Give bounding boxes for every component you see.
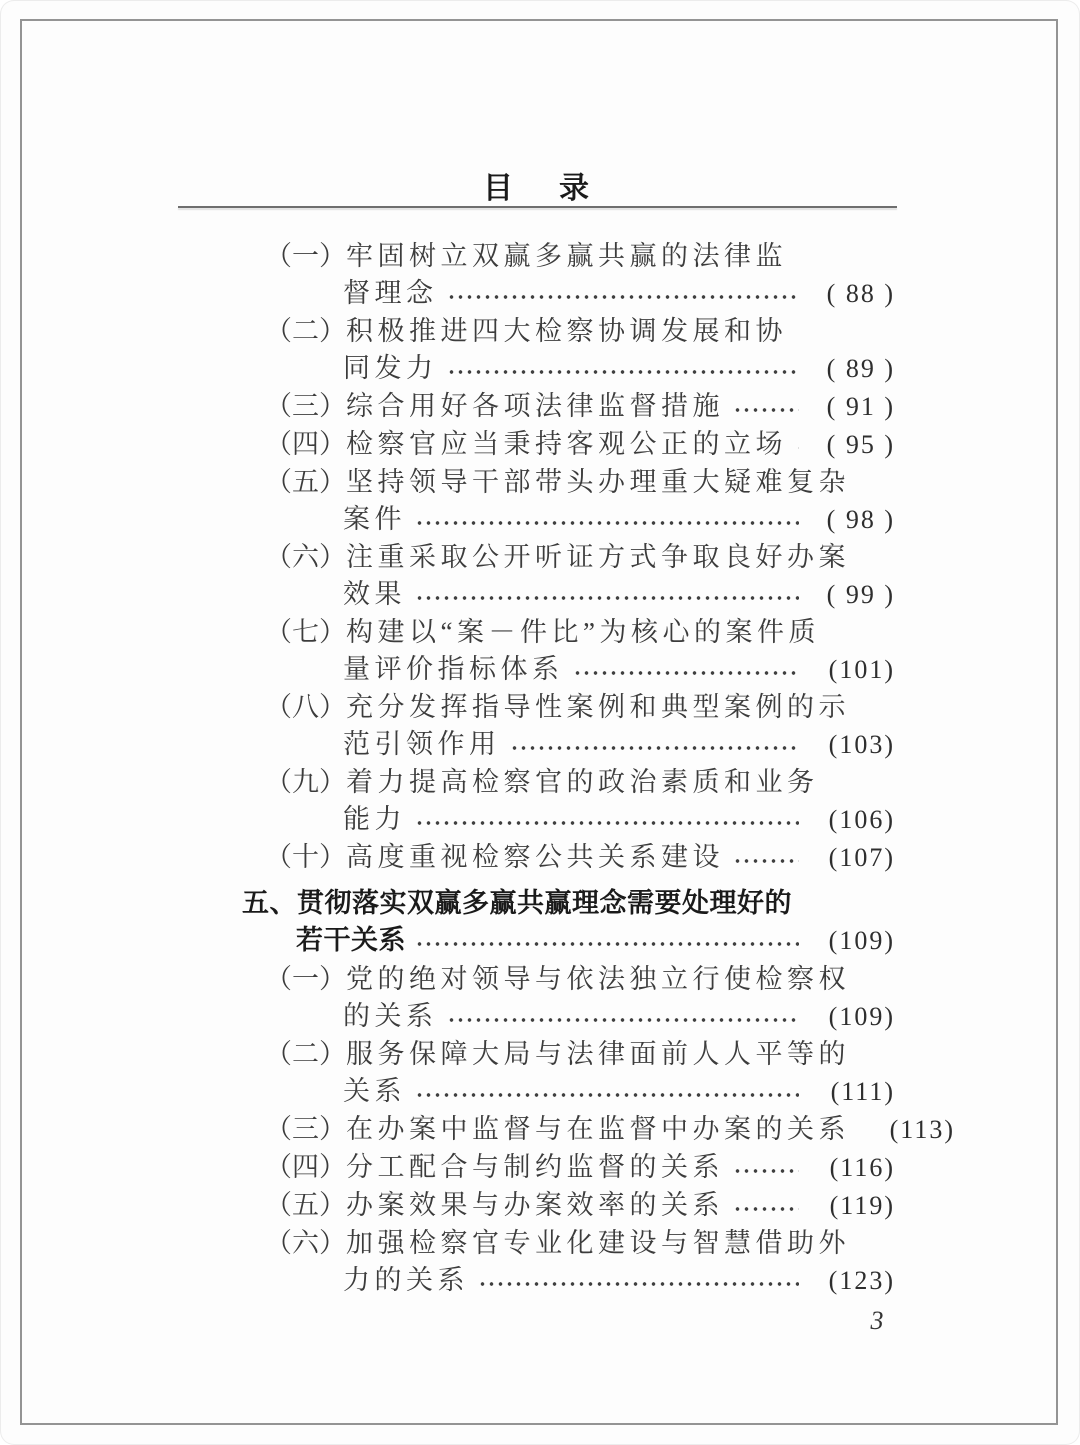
toc-line: [185, 426, 895, 463]
dot-leader: [573, 671, 800, 675]
toc-line: [185, 1036, 895, 1073]
toc-line: [185, 464, 895, 501]
dot-leader: [478, 1282, 799, 1286]
entry-text: 坚持领导干部带头办理重大疑难复杂: [346, 467, 850, 497]
entry-text: 力的关系: [343, 1265, 469, 1295]
entry-page-number: (113): [889, 1115, 955, 1144]
entry-page-number: ( 89 ): [826, 354, 895, 383]
entry-text: 同发力: [343, 353, 438, 383]
toc-line: [185, 501, 895, 538]
toc-line: [185, 689, 895, 726]
entry-number: （九）: [265, 767, 346, 797]
entry-number: （八）: [265, 692, 346, 722]
toc-line: [185, 1225, 895, 1262]
entry-number: （七）: [265, 617, 346, 647]
entry-text: 检察官应当秉持客观公正的立场: [346, 429, 787, 459]
entry-text: 若干关系: [296, 925, 406, 955]
entry-page-number: (103): [828, 730, 895, 759]
toc-section-entry: [185, 885, 895, 959]
entry-number: （二）: [265, 316, 346, 346]
entry-text: 充分发挥指导性案例和典型案例的示: [346, 692, 850, 722]
entry-text: 督理念: [343, 278, 438, 308]
toc-line: [185, 275, 895, 312]
entry-number: （六）: [265, 1228, 346, 1258]
toc-entry: [185, 238, 895, 312]
toc-entry: [185, 1225, 895, 1299]
entry-page-number: (116): [829, 1153, 895, 1182]
entry-number: （四）: [265, 1152, 346, 1182]
dot-leader: [733, 859, 799, 863]
toc-entry: [185, 539, 895, 613]
entry-text: 办案效果与办案效率的关系: [346, 1190, 724, 1220]
entry-text: 在办案中监督与在监督中办案的关系: [346, 1114, 850, 1144]
toc-line: [185, 801, 895, 838]
toc-line: [185, 726, 895, 763]
entry-text: 综合用好各项法律监督措施: [346, 391, 724, 421]
dot-leader: [415, 942, 799, 946]
entry-text: 加强检察官专业化建设与智慧借助外: [346, 1228, 850, 1258]
toc-entry: [185, 1036, 895, 1110]
entry-number: （六）: [265, 542, 346, 572]
entry-page-number: ( 95 ): [826, 430, 895, 459]
entry-number: （十）: [265, 842, 346, 872]
entry-page-number: ( 98 ): [826, 505, 895, 534]
entry-text: 积极推进四大检察协调发展和协: [346, 316, 787, 346]
toc-line: [185, 961, 895, 998]
toc-entry: [185, 764, 895, 838]
toc-entry: [185, 839, 895, 876]
toc-line: [185, 998, 895, 1035]
entry-page-number: (111): [830, 1077, 895, 1106]
entry-text: 牢固树立双赢多赢共赢的法律监: [346, 241, 787, 271]
entry-text: 贯彻落实双赢多赢共赢理念需要处理好的: [297, 888, 792, 918]
entry-text: 案件: [343, 504, 406, 534]
toc-line: [185, 1187, 895, 1224]
entry-number: （五）: [265, 467, 346, 497]
entry-text: 高度重视检察公共关系建设: [346, 842, 724, 872]
entry-number: 五、: [242, 888, 297, 918]
entry-page-number: ( 99 ): [826, 580, 895, 609]
toc-entry: [185, 961, 895, 1035]
dot-leader: [447, 1018, 800, 1022]
entry-number: （一）: [265, 964, 346, 994]
toc-line: [185, 1111, 955, 1148]
title-divider-rule: [178, 206, 897, 208]
entry-page-number: ( 88 ): [826, 279, 895, 308]
toc-line: [185, 313, 895, 350]
toc-line: [185, 350, 895, 387]
toc-list: [185, 238, 955, 1300]
toc-line: [185, 885, 895, 922]
entry-page-number: (106): [828, 805, 895, 834]
dot-leader: [510, 746, 800, 750]
toc-line: [185, 576, 895, 613]
toc-entry: [185, 1111, 955, 1148]
entry-text: 分工配合与制约监督的关系: [346, 1152, 724, 1182]
toc-line: [185, 922, 895, 959]
toc-entry: [185, 1187, 895, 1224]
dot-leader: [733, 1169, 799, 1173]
entry-page-number: (119): [829, 1191, 895, 1220]
entry-number: （三）: [265, 391, 346, 421]
page-title: 目 录: [483, 172, 597, 205]
entry-text: 注重采取公开听证方式争取良好办案: [346, 542, 850, 572]
entry-page-number: (107): [828, 843, 895, 872]
dot-leader: [415, 1093, 799, 1097]
entry-page-number: (109): [828, 1002, 895, 1031]
dot-leader: [796, 446, 799, 450]
entry-text: 构建以“案－件比”为核心的案件质: [346, 617, 820, 647]
entry-number: （二）: [265, 1039, 346, 1069]
toc-line: [185, 1262, 895, 1299]
toc-entry: [185, 1149, 895, 1186]
dot-leader: [415, 596, 799, 600]
toc-entry: [185, 614, 895, 688]
entry-number: （一）: [265, 241, 346, 271]
dot-leader: [415, 821, 799, 825]
entry-text: 的关系: [343, 1001, 438, 1031]
entry-text: 党的绝对领导与依法独立行使检察权: [346, 964, 850, 994]
entry-page-number: (109): [828, 926, 895, 955]
entry-text: 着力提高检察官的政治素质和业务: [346, 767, 819, 797]
dot-leader: [447, 295, 800, 299]
toc-entry: [185, 388, 895, 425]
toc-line: [185, 651, 895, 688]
toc-line: [185, 614, 895, 651]
entry-page-number: ( 91 ): [826, 392, 895, 421]
entry-page-number: (123): [828, 1266, 895, 1295]
folio-page-number: 3: [870, 1306, 884, 1335]
entry-text: 效果: [343, 579, 406, 609]
entry-number: （五）: [265, 1190, 346, 1220]
toc-line: [185, 839, 895, 876]
dot-leader: [415, 521, 799, 525]
toc-entry: [185, 313, 895, 387]
entry-number: （四）: [265, 429, 346, 459]
toc-line: [185, 388, 895, 425]
toc-line: [185, 1073, 895, 1110]
dot-leader: [733, 1207, 799, 1211]
entry-page-number: (101): [828, 655, 895, 684]
entry-text: 服务保障大局与法律面前人人平等的: [346, 1039, 850, 1069]
toc-line: [185, 238, 895, 275]
entry-text: 关系: [343, 1076, 406, 1106]
entry-text: 范引领作用: [343, 729, 501, 759]
toc-entry: [185, 689, 895, 763]
entry-text: 量评价指标体系: [343, 654, 564, 684]
toc-line: [185, 764, 895, 801]
toc-line: [185, 1149, 895, 1186]
toc-entry: [185, 426, 895, 463]
entry-text: 能力: [343, 804, 406, 834]
toc-entry: [185, 464, 895, 538]
toc-line: [185, 539, 895, 576]
entry-number: （三）: [265, 1114, 346, 1144]
dot-leader: [447, 370, 800, 374]
dot-leader: [733, 408, 799, 412]
